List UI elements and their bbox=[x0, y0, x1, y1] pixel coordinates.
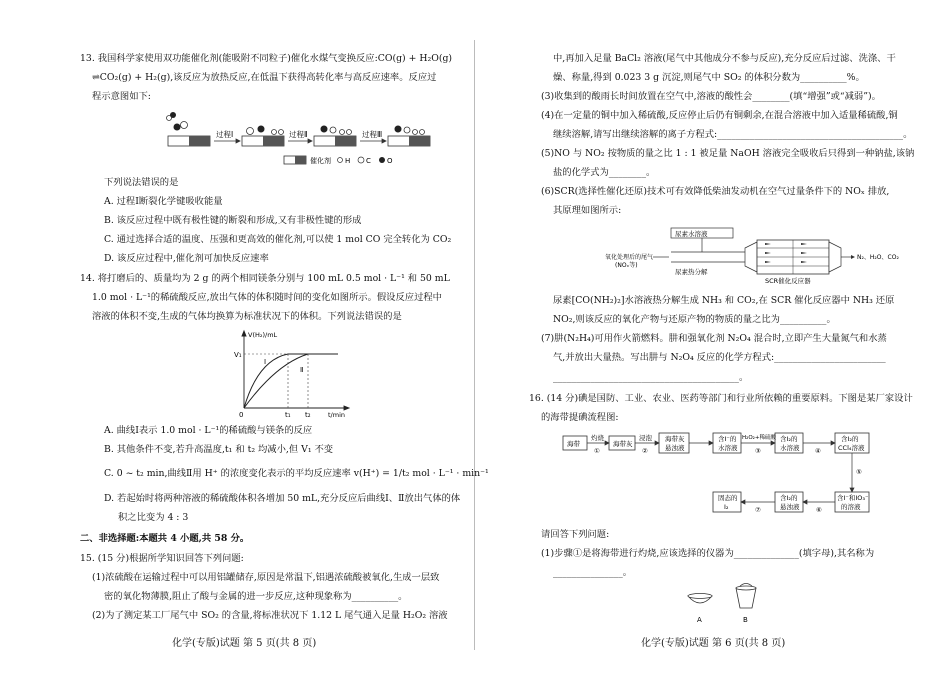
legend-o: O bbox=[387, 157, 393, 165]
urea-decompose-label: 尿素热分解 bbox=[675, 268, 708, 276]
scr-reactor-label: SCR催化反应器 bbox=[765, 277, 811, 285]
flow-box-7-line1: 含I⁻和IO₃⁻ bbox=[837, 494, 869, 502]
legend-catalyst: 催化剂 bbox=[310, 157, 331, 165]
q14-option-d2: 积之比变为 4 : 3 bbox=[118, 512, 189, 523]
q15-part4-line2: 继续溶解,请写出继续溶解的离子方程式:________________________________________。 bbox=[553, 129, 913, 140]
flow-arrow-4-label: H₂O₂+稀硫酸 bbox=[742, 435, 776, 441]
step-2-number: ② bbox=[642, 447, 648, 455]
step-6-number: ⑥ bbox=[816, 506, 822, 514]
scr-inlet-sub: (NOₓ等) bbox=[615, 262, 638, 269]
q14-line1: 14. 将打磨后的、质量均为 2 g 的两个相同镁条分别与 100 mL 0.5 mol · L⁻¹ 和 50 mL bbox=[80, 273, 450, 284]
step-1-number: ① bbox=[594, 447, 600, 455]
graph-t1: t₁ bbox=[285, 411, 291, 419]
flow-box-3-line2: 悬浊液 bbox=[665, 444, 685, 452]
q16-ask: 请回答下列问题: bbox=[541, 529, 610, 540]
flow-box-8-line1: 含I₂的 bbox=[780, 494, 798, 502]
flow-box-6-line1: 含I₂的 bbox=[841, 435, 859, 443]
scr-diagram bbox=[605, 222, 899, 285]
page-6-footer: 化学(专版)试题 第 6 页(共 8 页) bbox=[641, 638, 786, 649]
q15-part6-line4: NO₂,则该反应的氧化产物与还原产物的物质的量之比为__________。 bbox=[553, 314, 836, 325]
graph-v1: V₁ bbox=[234, 351, 242, 359]
flow-box-9-line2: I₂ bbox=[724, 503, 729, 511]
q15-part4-line1: (4)在一定量的铜中加入稀硫酸,反应停止后仍有铜剩余,在混合溶液中加入适量稀硫酸,铜 bbox=[541, 110, 898, 121]
q16-line2: 的海带提碘流程图: bbox=[541, 412, 619, 423]
q14-line3: 溶液的体积不变,生成的气体均换算为标准状况下的体积。下列说法错误的是 bbox=[92, 311, 402, 322]
q13-reaction-diagram bbox=[164, 108, 448, 170]
graph-origin: 0 bbox=[239, 411, 244, 419]
step-5-number: ⑤ bbox=[856, 468, 862, 476]
q14-line2: 1.0 mol · L⁻¹的稀硫酸反应,放出气体的体积随时间的变化如图所示。假设反应过程中 bbox=[92, 292, 442, 303]
flow-box-5-line1: 含I₂的 bbox=[780, 435, 798, 443]
q15-part6-line3: 尿素[CO(NH₂)₂]水溶液热分解生成 NH₃ 和 CO₂,在 SCR 催化反应器中 NH₃ 还原 bbox=[553, 295, 895, 306]
q15-part5-line2: 盐的化学式为________。 bbox=[553, 167, 656, 178]
q15-part7-line3: ________________________________________。 bbox=[553, 372, 749, 383]
apparatus-b-label: B bbox=[743, 616, 748, 624]
q13-line3: 程示意图如下: bbox=[92, 91, 151, 102]
q16-line1: 16. (14 分)碘是国防、工业、农业、医药等部门和行业所依赖的重要原料。下图是某厂家设计 bbox=[529, 393, 913, 404]
legend-h: H bbox=[345, 157, 351, 165]
q13-option-a: A. 过程Ⅰ断裂化学键吸收能量 bbox=[104, 196, 223, 207]
flow-box-7-line2: 的溶液 bbox=[841, 503, 861, 511]
q15-part2-line2: 中,再加入足量 BaCl₂ 溶液(尾气中其他成分不参与反应),充分反应后过滤、洗涤、干 bbox=[553, 53, 896, 64]
q15-part6-line1: (6)SCR(选择性催化还原)技术可有效降低柴油发动机在空气过量条件下的 NOₓ 排放, bbox=[541, 186, 890, 197]
process-3-label: 过程Ⅲ bbox=[362, 130, 383, 139]
graph-y-label: V(H₂)/mL bbox=[248, 331, 278, 339]
urea-tank-label: 尿素水溶液 bbox=[675, 230, 708, 238]
scr-inlet-label: 氧化处理后的尾气 bbox=[605, 254, 654, 261]
curve-2-label: Ⅱ bbox=[300, 366, 304, 374]
q13-option-d: D. 该反应过程中,催化剂可加快反应速率 bbox=[104, 253, 269, 264]
q14-option-c: C. 0 ~ t₂ min,曲线Ⅱ用 H⁺ 的浓度变化表示的平均反应速率 v(H⁺) = 1/t₂ mol · L⁻¹ · min⁻¹ bbox=[104, 468, 489, 479]
q15-part5-line1: (5)NO 与 NO₂ 按物质的量之比 1 : 1 被足量 NaOH 溶液完全吸收后只得到一种钠盐,该钠 bbox=[541, 148, 915, 159]
q13-option-c: C. 通过选择合适的温度、压强和更高效的催化剂,可以使 1 mol CO 完全转化为 CO₂ bbox=[104, 234, 452, 245]
page-5-footer: 化学(专版)试题 第 5 页(共 8 页) bbox=[172, 638, 317, 649]
step-7-number: ⑦ bbox=[755, 506, 761, 514]
section-2-heading: 二、非选择题:本题共 4 小题,共 58 分。 bbox=[80, 533, 250, 544]
graph-t2: t₂ bbox=[305, 411, 311, 419]
process-1-label: 过程Ⅰ bbox=[216, 130, 234, 139]
flow-box-4-line1: 含I⁻的 bbox=[718, 435, 737, 443]
q15-part6-line2: 其原理如图所示: bbox=[553, 205, 622, 216]
flow-box-kelp: 海带 bbox=[567, 440, 580, 448]
q13-line2: ⇌CO₂(g) + H₂(g),该反应为放热反应,在低温下获得高转化率与高反应速率。反应过 bbox=[92, 72, 437, 83]
q15-part3: (3)收集到的酸雨长时间放置在空气中,溶液的酸性会________(填“增强”或“减弱”)。 bbox=[541, 91, 881, 102]
curve-1-label: Ⅰ bbox=[264, 358, 267, 366]
q16-part1-line2: _______________。 bbox=[553, 567, 633, 578]
flow-box-9-line1: 固态的 bbox=[718, 494, 738, 502]
q14-option-b: B. 其他条件不变,若升高温度,t₁ 和 t₂ 均减小,但 V₁ 不变 bbox=[104, 444, 334, 455]
q15-part2-line1: (2)为了测定某工厂尾气中 SO₂ 的含量,将标准状况下 1.12 L 尾气通入足量 H₂O₂ 溶液 bbox=[92, 610, 448, 621]
q14-option-d1: D. 若起始时将两种溶液的稀硫酸体积各增加 50 mL,充分反应后曲线Ⅰ、Ⅱ放出气体的体 bbox=[104, 493, 461, 504]
q16-part1-line1: (1)步骤①是将海带进行灼烧,应该选择的仪器为______________(填字母),其名称为 bbox=[541, 548, 875, 559]
step-4-number: ④ bbox=[815, 447, 821, 455]
flow-arrow-2-label: 浸泡 bbox=[639, 434, 652, 442]
flow-box-5-line2: 水溶液 bbox=[780, 444, 800, 452]
q15-part1-line2: 密的氧化物薄膜,阻止了酸与金属的进一步反应,这种现象称为__________。 bbox=[104, 591, 408, 602]
q15-heading: 15. (15 分)根据所学知识回答下列问题: bbox=[80, 553, 244, 564]
q14-volume-time-graph bbox=[228, 328, 358, 420]
flow-box-6-line2: CCl₄溶液 bbox=[838, 444, 865, 452]
flow-box-4-line2: 水溶液 bbox=[718, 444, 738, 452]
flow-box-kelp-ash: 海带灰 bbox=[613, 440, 633, 448]
step-3-number: ③ bbox=[755, 447, 761, 455]
page-6-column bbox=[475, 0, 950, 688]
q15-part1-line1: (1)浓硫酸在运输过程中可以用铝罐储存,原因是常温下,铝遇浓硫酸被氧化,生成一层致 bbox=[92, 572, 440, 583]
apparatus-a-label: A bbox=[697, 616, 702, 624]
flow-box-8-line2: 悬浊液 bbox=[780, 503, 800, 511]
q13-stem: 下列说法错误的是 bbox=[104, 177, 179, 188]
apparatus-figure bbox=[680, 582, 770, 628]
q13-line1: 13. 我国科学家使用双功能催化剂(能吸附不同粒子)催化水煤气变换反应:CO(g) + H₂O(g) bbox=[80, 53, 453, 64]
graph-x-label: t/min bbox=[328, 411, 345, 419]
q15-part7-line2: 气,并放出大量热。写出肼与 N₂O₄ 反应的化学方程式:________________________ bbox=[553, 352, 886, 363]
q14-option-a: A. 曲线Ⅰ表示 1.0 mol · L⁻¹的稀硫酸与镁条的反应 bbox=[104, 425, 313, 436]
process-2-label: 过程Ⅱ bbox=[289, 130, 308, 139]
scr-outlet-label: N₂、H₂O、CO₂ bbox=[857, 254, 899, 261]
legend-c: C bbox=[366, 157, 371, 165]
flow-arrow-1-label: 灼烧 bbox=[591, 434, 604, 442]
flow-box-3-line1: 海带灰 bbox=[665, 435, 685, 443]
q13-option-b: B. 该反应过程中既有极性键的断裂和形成,又有非极性键的形成 bbox=[104, 215, 362, 226]
q15-part7-line1: (7)肼(N₂H₄)可用作火箭燃料。肼和强氧化剂 N₂O₄ 混合时,立即产生大量氮气和水蒸 bbox=[541, 333, 887, 344]
q15-part2-line3: 燥、称量,得到 0.023 3 g 沉淀,则尾气中 SO₂ 的体积分数为__________%。 bbox=[553, 72, 865, 83]
iodine-flow-chart bbox=[563, 430, 873, 522]
